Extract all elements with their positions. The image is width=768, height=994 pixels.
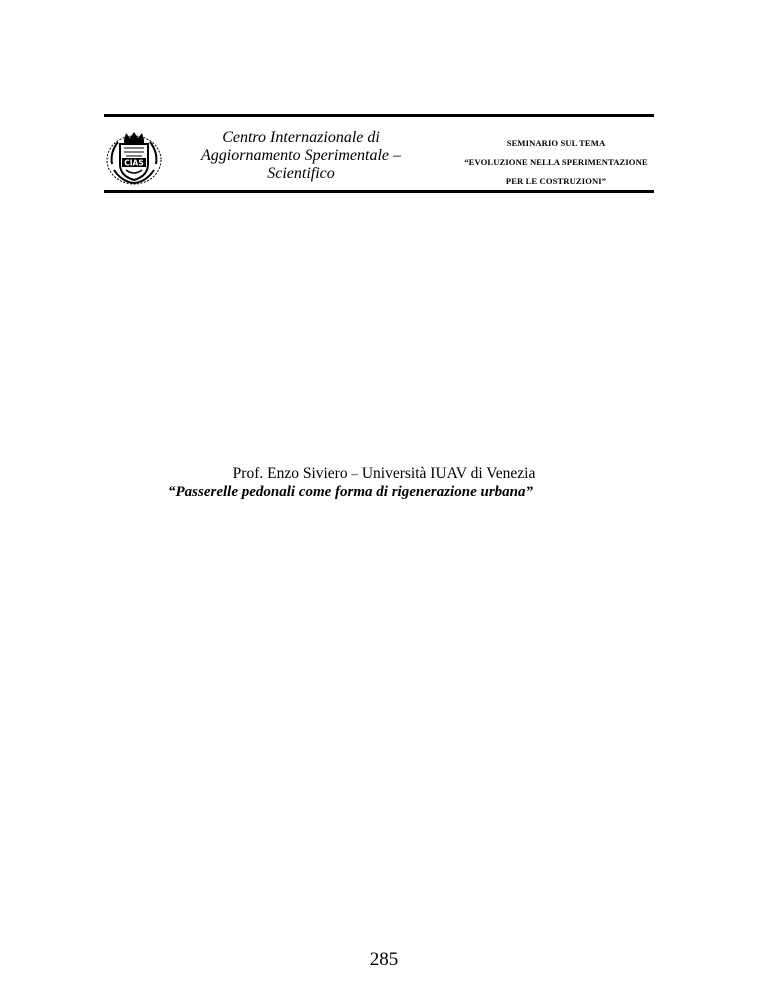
header-top-rule <box>104 114 654 117</box>
seminar-line-1: SEMINARIO SUL TEMA <box>506 138 606 148</box>
talk-title: “Passerelle pedonali come forma di rigenerazione urbana” <box>168 484 533 500</box>
organization-name <box>168 129 434 183</box>
cias-seal-logo <box>104 130 164 186</box>
seminar-line-2: “EVOLUZIONE NELLA SPERIMENTAZIONE <box>464 157 648 167</box>
organization-name-line-2: Aggiornamento Sperimentale – Scientifico <box>201 147 401 182</box>
page-number: 285 <box>369 949 399 970</box>
author-name: Prof. Enzo Siviero <box>232 465 348 482</box>
organization-name-line-1: Centro Internazionale di <box>222 129 380 146</box>
seminar-heading <box>452 134 660 191</box>
svg-text:CIAS: CIAS <box>124 158 144 168</box>
author-line <box>0 465 768 483</box>
seminar-line-3: PER LE COSTRUZIONI” <box>505 176 607 186</box>
author-dash: – <box>351 466 358 481</box>
header-bottom-rule <box>104 190 654 193</box>
author-affiliation: Università IUAV di Venezia <box>361 465 536 482</box>
